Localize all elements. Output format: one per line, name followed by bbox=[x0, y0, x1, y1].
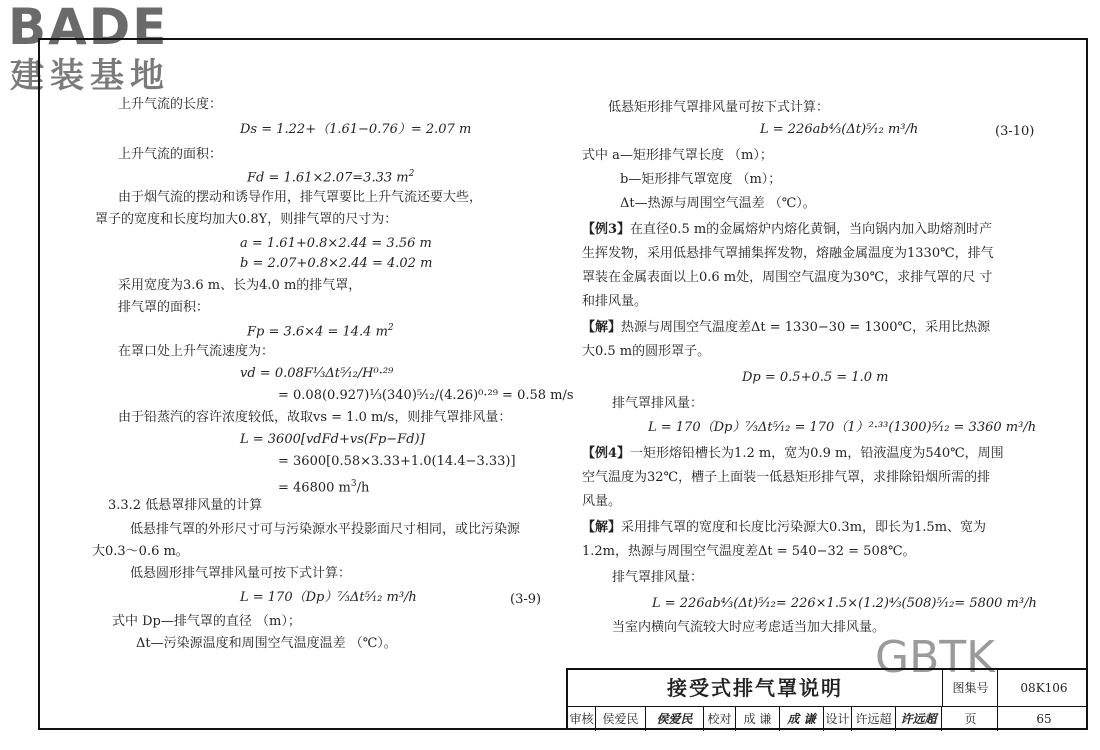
title-block-row bbox=[568, 670, 1088, 707]
text-line: b—矩形排气罩宽度 （m）； bbox=[620, 172, 782, 187]
text-line: Δt—污染源温度和周围空气温度温差 （℃）。 bbox=[136, 636, 397, 651]
signature-row bbox=[568, 707, 1088, 731]
design-label: 设计 bbox=[824, 707, 852, 731]
text-line: 罩装在金属表面以上0.6 m处，周围空气温度为30℃，求排气罩的尺 寸 bbox=[582, 270, 993, 285]
example-tag: 【例4】 bbox=[582, 446, 631, 461]
text-line: 由于铅蒸汽的容许浓度较低，故取vs = 1.0 m/s，则排气罩排风量： bbox=[118, 410, 512, 425]
text-span: 在直径0.5 m的金属熔炉内熔化黄铜，当向锅内加入助熔剂时产 bbox=[630, 222, 993, 237]
text-line: 在罩口处上升气流速度为： bbox=[118, 344, 275, 359]
checker-name: 成 谦 bbox=[736, 707, 780, 731]
equation: Ds = 1.22+（1.61−0.76）= 2.07 m bbox=[240, 122, 472, 137]
text-span: 热源与周围空气温度差Δt = 1330−30 = 1300℃，采用比热源 bbox=[621, 320, 991, 335]
logo-subtitle: 建装基地 bbox=[10, 56, 170, 96]
text-line: 低悬排气罩的外形尺寸可与污染源水平投影面尺寸相同，或比污染源 bbox=[130, 522, 521, 537]
equation: vd = 0.08F⅓Δt⁵⁄₁₂/H⁰·²⁹ bbox=[240, 366, 394, 381]
text-line: 上升气流的长度： bbox=[118, 97, 223, 112]
text-line: 式中 Dp—排气罩的直径 （m）； bbox=[112, 614, 301, 629]
designer-name: 许远超 bbox=[852, 707, 896, 731]
text-line: 1.2m，热源与周围空气温度差Δt = 540−32 = 508℃。 bbox=[582, 544, 916, 559]
equation bbox=[278, 476, 369, 496]
reviewer-name: 侯爱民 bbox=[596, 707, 646, 731]
example-tag: 【例3】 bbox=[582, 222, 631, 237]
text-span: 采用排气罩的宽度和长度比污染源大0.3m，即长为1.5m、宽为 bbox=[621, 520, 987, 535]
text-line: 上升气流的面积： bbox=[118, 147, 223, 162]
equation: b = 2.07+0.8×2.44 = 4.02 m bbox=[240, 256, 433, 271]
equation-number: (3-10) bbox=[995, 124, 1035, 139]
superscript: 2 bbox=[408, 169, 415, 179]
text-line: 罩子的宽度和长度均加大0.8Y，则排气罩的尺寸为： bbox=[95, 212, 398, 227]
solution-tag: 【解】 bbox=[582, 320, 622, 335]
solution-tag: 【解】 bbox=[582, 520, 622, 535]
equation-body: Fd = 1.61×2.07=3.33 m bbox=[247, 170, 409, 186]
designer-signature: 许远超 bbox=[896, 707, 942, 731]
reviewer-signature: 侯爱民 bbox=[646, 707, 704, 731]
equation: L = 3600[vdFd+vs(Fp−Fd)] bbox=[240, 432, 425, 447]
text-line: 和排风量。 bbox=[582, 294, 648, 309]
equation-body: Fp = 3.6×4 = 14.4 m bbox=[247, 324, 388, 340]
equation-number: (3-9) bbox=[510, 592, 542, 607]
equation: L = 170（Dp）⁷⁄₃Δt⁵⁄₁₂ = 170（1）²·³³(1300)⁵⁄₁₂ = 3360 m³/h bbox=[648, 420, 1037, 435]
text-line bbox=[582, 520, 986, 536]
superscript: 2 bbox=[387, 323, 394, 333]
page-number: 65 bbox=[1036, 712, 1052, 726]
section-heading: 3.3.2 低悬罩排风量的计算 bbox=[108, 498, 263, 513]
equation bbox=[247, 320, 394, 340]
text-line: 空气温度为32℃，槽子上面装一低悬矩形排气罩，求排除铅烟所需的排 bbox=[582, 470, 991, 485]
drawing-title: 接受式排气罩说明 bbox=[568, 670, 943, 706]
atlas-label: 图集号 bbox=[944, 670, 998, 706]
text-line: 排气罩排风量： bbox=[612, 570, 704, 585]
equation: L = 170（Dp）⁷⁄₃Δt⁵⁄₁₂ m³/h bbox=[240, 590, 417, 605]
equation: Dp = 0.5+0.5 = 1.0 m bbox=[742, 370, 889, 385]
review-label: 审核 bbox=[568, 707, 596, 731]
text-line: Δt—热源与周围空气温差 （℃）。 bbox=[620, 196, 816, 211]
text-span: 一矩形熔铅槽长为1.2 m，宽为0.9 m，铅液温度为540℃，周围 bbox=[630, 446, 1004, 461]
text-line bbox=[582, 222, 992, 238]
text-line: 采用宽度为3.6 m、长为4.0 m的排气罩， bbox=[118, 278, 362, 293]
equation: L = 226ab⁴⁄₃(Δt)⁵⁄₁₂ m³/h bbox=[760, 122, 919, 137]
text-line bbox=[582, 446, 1004, 462]
equation: L = 226ab⁴⁄₃(Δt)⁵⁄₁₂= 226×1.5×(1.2)⁴⁄₃(508)⁵⁄₁₂= 5800 m³/h bbox=[652, 596, 1037, 611]
page-label: 页 bbox=[944, 707, 998, 731]
text-line: 当室内横向气流较大时应考虑适当加大排风量。 bbox=[612, 620, 886, 635]
text-line: 排气罩的面积： bbox=[118, 300, 210, 315]
text-line: 式中 a—矩形排气罩长度 （m）； bbox=[582, 148, 773, 163]
checker-signature: 成 谦 bbox=[780, 707, 824, 731]
text-line: 大0.3～0.6 m。 bbox=[92, 544, 189, 559]
superscript: 3 bbox=[350, 479, 357, 489]
equation: = 3600[0.58×3.33+1.0(14.4−3.33)] bbox=[278, 454, 516, 469]
text-line: 排气罩排风量： bbox=[612, 396, 704, 411]
equation: a = 1.61+0.8×2.44 = 3.56 m bbox=[240, 236, 432, 251]
watermark: GBTK bbox=[875, 632, 996, 683]
text-line: 生挥发物，采用低悬排气罩捕集挥发物，熔融金属温度为1330℃，排气 bbox=[582, 246, 994, 261]
text-line: 风量。 bbox=[582, 494, 622, 509]
text-line: 低悬矩形排气罩排风量可按下式计算： bbox=[608, 100, 830, 115]
check-label: 校对 bbox=[704, 707, 736, 731]
text-line: 低悬圆形排气罩排风量可按下式计算： bbox=[130, 566, 352, 581]
equation bbox=[247, 166, 414, 186]
equation-unit: /h bbox=[356, 480, 370, 496]
atlas-number: 08K106 bbox=[1020, 681, 1068, 695]
text-line: 大0.5 m的圆形罩子。 bbox=[582, 344, 711, 359]
equation-body: = 46800 m bbox=[278, 480, 351, 496]
text-line: 由于烟气流的摆动和诱导作用，排气罩要比上升气流还要大些， bbox=[118, 190, 483, 205]
text-line bbox=[582, 320, 990, 336]
equation: = 0.08(0.927)⅓(340)⁵⁄₁₂/(4.26)⁰·²⁹ = 0.58 m/s bbox=[278, 388, 574, 403]
title-block bbox=[566, 668, 1088, 730]
logo-text: BADE bbox=[8, 0, 169, 56]
